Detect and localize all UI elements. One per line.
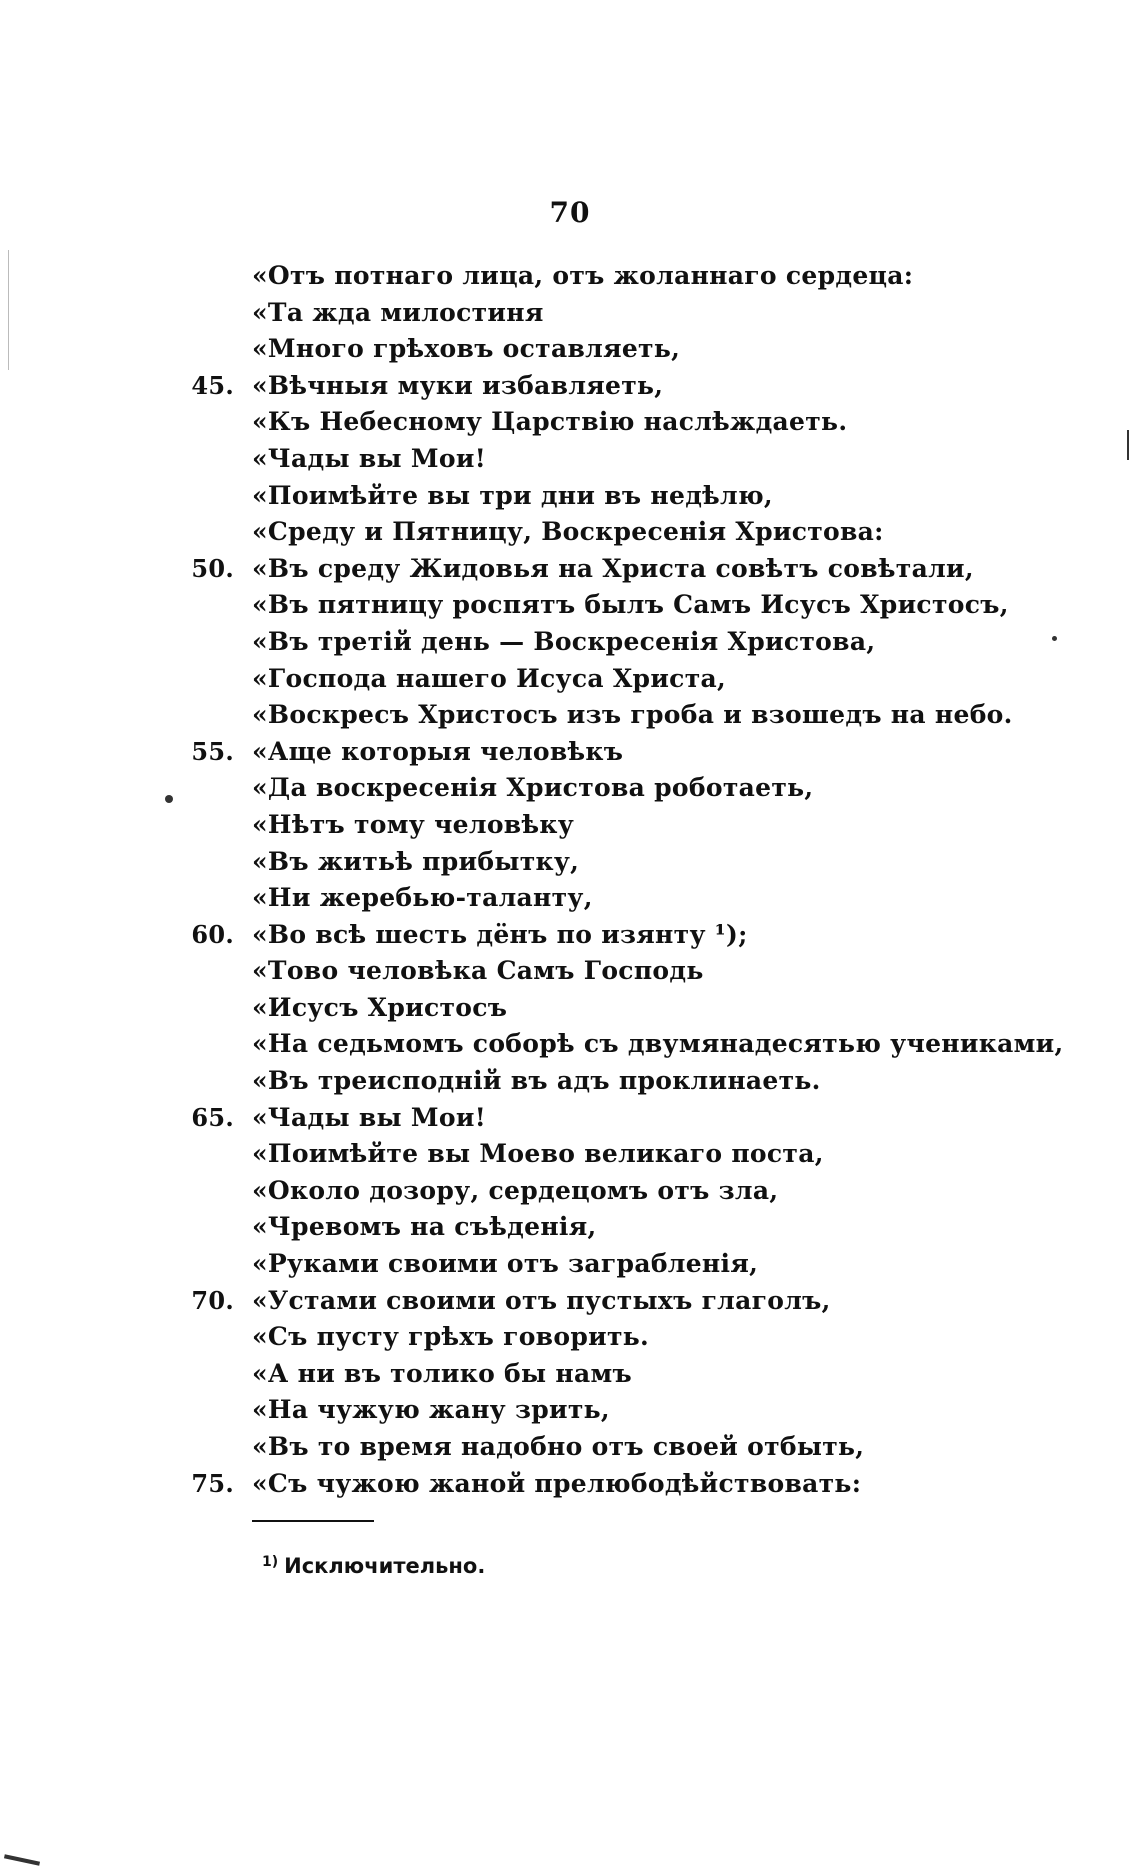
line-text: «Руками своими отъ заграбленія, [252,1249,759,1279]
line-text: «Вѣчныя муки избавляеть, [252,370,664,400]
line-text: «Та жда милостиня [252,297,544,327]
verse-line [252,697,1112,734]
verse-line [252,880,1112,917]
verse-line [252,1319,1112,1356]
line-text: «Въ треисподній въ адъ проклинаеть. [252,1066,821,1096]
verse-line [191,917,1112,954]
verse-line [252,770,1112,807]
line-number: 45. [191,370,234,400]
verse-line [252,624,1112,661]
footnote-divider [252,1520,374,1522]
line-text: «Въ житьѣ прибытку, [252,846,580,876]
line-text: «Къ Небесному Царствію наслѣждаеть. [252,407,848,437]
verse-line [252,661,1112,698]
line-text: «Въ третій день — Воскресенія Христова, [252,626,876,656]
line-text: «На чужую жану зрить, [252,1395,610,1425]
verse-line [252,258,1112,295]
line-text: «Поимѣйте вы три дни въ недѣлю, [252,480,773,510]
verse-line [191,1283,1112,1320]
verse-line [252,331,1112,368]
verse-line [252,404,1112,441]
line-text: «Устами своими отъ пустыхъ глаголъ, [252,1285,831,1315]
line-text: «Съ чужою жаной прелюбодѣйствовать: [252,1468,862,1498]
verse-line [252,990,1112,1027]
line-number: 50. [191,553,234,583]
line-text: «Аще которыя человѣкъ [252,736,624,766]
line-text: «Чады вы Мои! [252,443,486,473]
scan-edge-line [8,250,9,370]
line-text: «Чады вы Мои! [252,1102,486,1132]
page-number: 70 [549,196,591,229]
verse-line [252,1173,1112,1210]
line-text: «Господа нашего Исуса Христа, [252,663,726,693]
scan-edge-line [1127,430,1129,460]
line-text: «Около дозору, сердецомъ отъ зла, [252,1175,779,1205]
line-text: «А ни въ толико бы намъ [252,1358,632,1388]
line-text: «Исусъ Христосъ [252,992,508,1022]
verse-line [252,1063,1112,1100]
verse-line [252,478,1112,515]
line-number: 55. [191,736,234,766]
footnote [262,1554,485,1578]
line-text: «Ни жеребью-таланту, [252,883,593,913]
verse-text [191,258,1112,1502]
verse-line [252,295,1112,332]
verse-line [252,1026,1112,1063]
line-text: «Въ среду Жидовья на Христа совѣтъ совѣтали, [252,553,974,583]
line-number: 70. [191,1285,234,1315]
line-text: «Во всѣ шесть дёнъ по изянту ¹); [252,919,748,949]
line-text: «На седьмомъ соборѣ съ двумянадесятью учениками, [252,1029,1064,1059]
line-text: «Воскресъ Христосъ изъ гроба и взошедъ на небо. [252,700,1013,730]
line-text: «Да воскресенія Христова роботаеть, [252,773,814,803]
verse-line [252,441,1112,478]
verse-line [191,1100,1112,1137]
verse-line [252,844,1112,881]
line-text: «Съ пусту грѣхъ говорить. [252,1322,650,1352]
line-number: 60. [191,919,234,949]
verse-line [252,807,1112,844]
verse-line [252,514,1112,551]
line-text: «Много грѣховъ оставляеть, [252,334,681,364]
scan-dot [165,795,173,803]
verse-line [252,1246,1112,1283]
line-text: «Тово человѣка Самъ Господь [252,956,704,986]
line-text: «Отъ потнаго лица, отъ жоланнаго сердеца: [252,261,914,290]
verse-line [252,1356,1112,1393]
scan-dot [1052,636,1057,641]
verse-line [252,953,1112,990]
line-text: «Поимѣйте вы Моево великаго поста, [252,1139,824,1169]
line-text: «Среду и Пятницу, Воскресенія Христова: [252,517,884,547]
verse-line [191,368,1112,405]
line-text: «Нѣтъ тому человѣку [252,809,574,839]
line-text: «Въ то время надобно отъ своей отбыть, [252,1432,865,1461]
line-text: «Въ пятницу роспятъ былъ Самъ Исусъ Христосъ, [252,590,1009,620]
verse-line [191,551,1112,588]
verse-line [252,1209,1112,1246]
verse-line [252,587,1112,624]
footnote-marker: 1) [262,1554,279,1570]
line-text: «Чревомъ на съѣденія, [252,1212,597,1242]
verse-line [191,734,1112,771]
footnote-text: Исключительно. [284,1554,486,1578]
line-number: 75. [191,1468,234,1498]
line-number: 65. [191,1102,234,1132]
verse-line [252,1392,1112,1429]
scan-corner-mark [4,1854,40,1865]
verse-line [252,1429,1112,1466]
verse-line [191,1466,1112,1503]
verse-line [252,1136,1112,1173]
